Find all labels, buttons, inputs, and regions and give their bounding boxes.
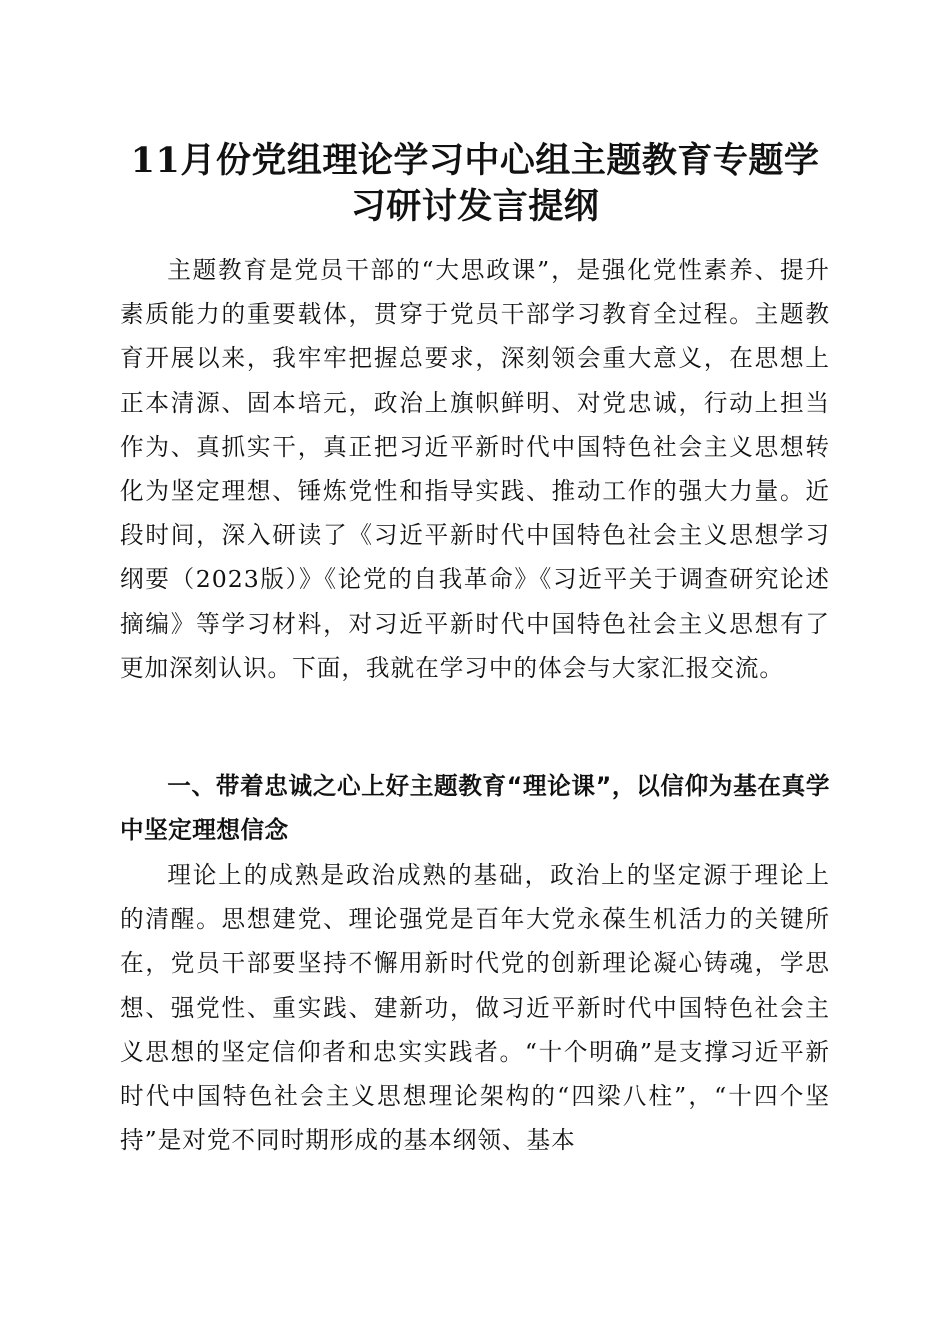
section-1-paragraph: 理论上的成熟是政治成熟的基础，政治上的坚定源于理论上的清醒。思想建党、理论强党是百年大党永葆生机活力的关键所在，党员干部要坚持不懈用新时代党的创新理论凝心铸魂，学思想、强党性、重实践、建新功，做习近平新时代中国特色社会主义思想的坚定信仰者和忠实实践者。“十个明确”是支撑习近平新时代中国特色社会主义思想理论架构的“四梁八柱”，“十四个坚持”是对党不同时期形成的基本纲领、基本 bbox=[120, 861, 830, 1155]
section-heading-1: 一、带着忠诚之心上好主题教育“理论课”，以信仰为基在真学中坚定理想信念 bbox=[120, 772, 830, 845]
document-title: 11月份党组理论学习中心组主题教育专题学习研讨发言提纲 bbox=[130, 140, 820, 227]
intro-paragraph: 主题教育是党员干部的“大思政课”，是强化党性素养、提升素质能力的重要载体，贯穿于党员干部学习教育全过程。主题教育开展以来，我牢牢把握总要求，深刻领会重大意义，在思想上正本清源、固本培元，政治上旗帜鲜明、对党忠诚，行动上担当作为、真抓实干，真正把习近平新时代中国特色社会主义思想转化为坚定理想、锤炼党性和指导实践、推动工作的强大力量。近段时间，深入研读了《习近平新时代中国特色社会主义思想学习纲要（2023版）》《论党的自我革命》《习近平关于调查研究论述摘编》等学习材料，对习近平新时代中国特色社会主义思想有了更加深刻认识。下面，我就在学习中的体会与大家汇报交流。 bbox=[120, 256, 830, 682]
